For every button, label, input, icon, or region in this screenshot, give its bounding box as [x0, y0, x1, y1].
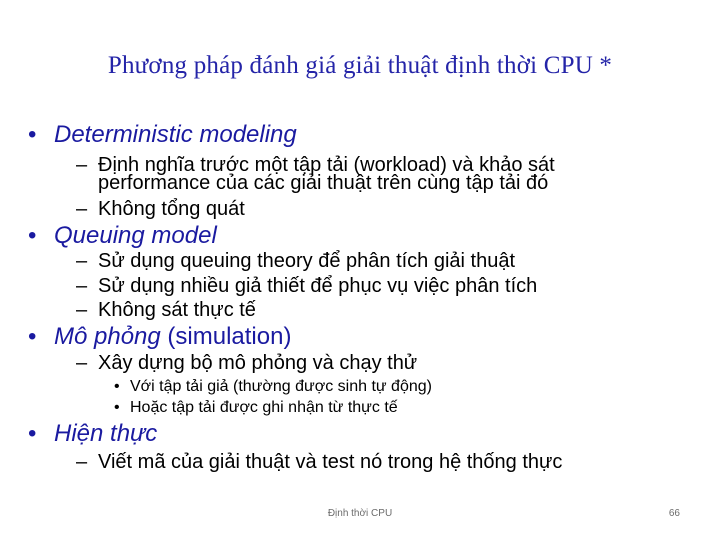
bullet-marker: •: [28, 121, 37, 148]
sub-bullet-text-cont: performance của các giải thuật trên cùng tập tải đó: [98, 172, 549, 194]
bullet-implementation: [28, 420, 157, 448]
sub-bullet-text: Không tổng quát: [98, 198, 245, 220]
sub-bullet-write-code: [76, 451, 562, 474]
dash-marker: –: [76, 451, 88, 473]
third-level-text: Hoặc tập tải được ghi nhận từ thực tế: [130, 399, 398, 416]
bullet-deterministic-text: Deterministic modeling: [54, 121, 297, 148]
third-level-item-synthetic: [114, 378, 432, 396]
dash-marker: –: [76, 275, 88, 297]
sub-bullet-text: Định nghĩa trước một tập tải (workload) và khảo sát: [98, 154, 555, 176]
dot-marker: •: [114, 399, 120, 416]
bullet-queuing: [28, 222, 217, 250]
sub-bullet-text: Sử dụng queuing theory để phân tích giải thuật: [98, 250, 516, 272]
bullet-deterministic: [28, 121, 297, 149]
dash-marker: –: [76, 198, 88, 220]
dash-marker: –: [76, 352, 88, 374]
dash-marker: –: [76, 299, 88, 321]
bullet-simulation-plain: (simulation): [160, 323, 292, 350]
bullet-implementation-text: Hiện thực: [54, 420, 158, 447]
bullet-simulation-italic: Mô phỏng: [54, 323, 161, 350]
slide-title: Phương pháp đánh giá giải thuật định thời CPU *: [107, 52, 613, 79]
bullet-queuing-text: Queuing model: [54, 222, 217, 249]
dash-marker: –: [76, 154, 88, 176]
sub-bullet-deterministic-definition-cont: [98, 172, 548, 195]
bullet-marker: •: [28, 323, 37, 350]
sub-bullet-text: Xây dựng bộ mô phỏng và chạy thử: [98, 352, 418, 374]
bullet-marker: •: [28, 222, 37, 249]
sub-bullet-text: Sử dụng nhiều giả thiết để phục vụ việc phân tích: [98, 275, 538, 297]
sub-bullet-build-simulator: [76, 352, 417, 375]
sub-bullet-text: Không sát thực tế: [98, 299, 256, 321]
bullet-simulation: [28, 323, 291, 351]
dot-marker: •: [114, 378, 120, 395]
sub-bullet-assumptions: [76, 275, 537, 298]
sub-bullet-queuing-theory: [76, 250, 515, 273]
footer-title: Định thời CPU: [327, 508, 393, 519]
third-level-item-recorded: [114, 399, 398, 417]
sub-bullet-text: Viết mã của giải thuật và test nó trong hệ thống thực: [98, 451, 563, 473]
third-level-text: Với tập tải giả (thường được sinh tự động): [130, 378, 432, 395]
sub-bullet-not-realistic: [76, 299, 256, 322]
page-number: 66: [668, 508, 680, 519]
dash-marker: –: [76, 250, 88, 272]
bullet-marker: •: [28, 420, 37, 447]
sub-bullet-not-general: [76, 198, 245, 221]
